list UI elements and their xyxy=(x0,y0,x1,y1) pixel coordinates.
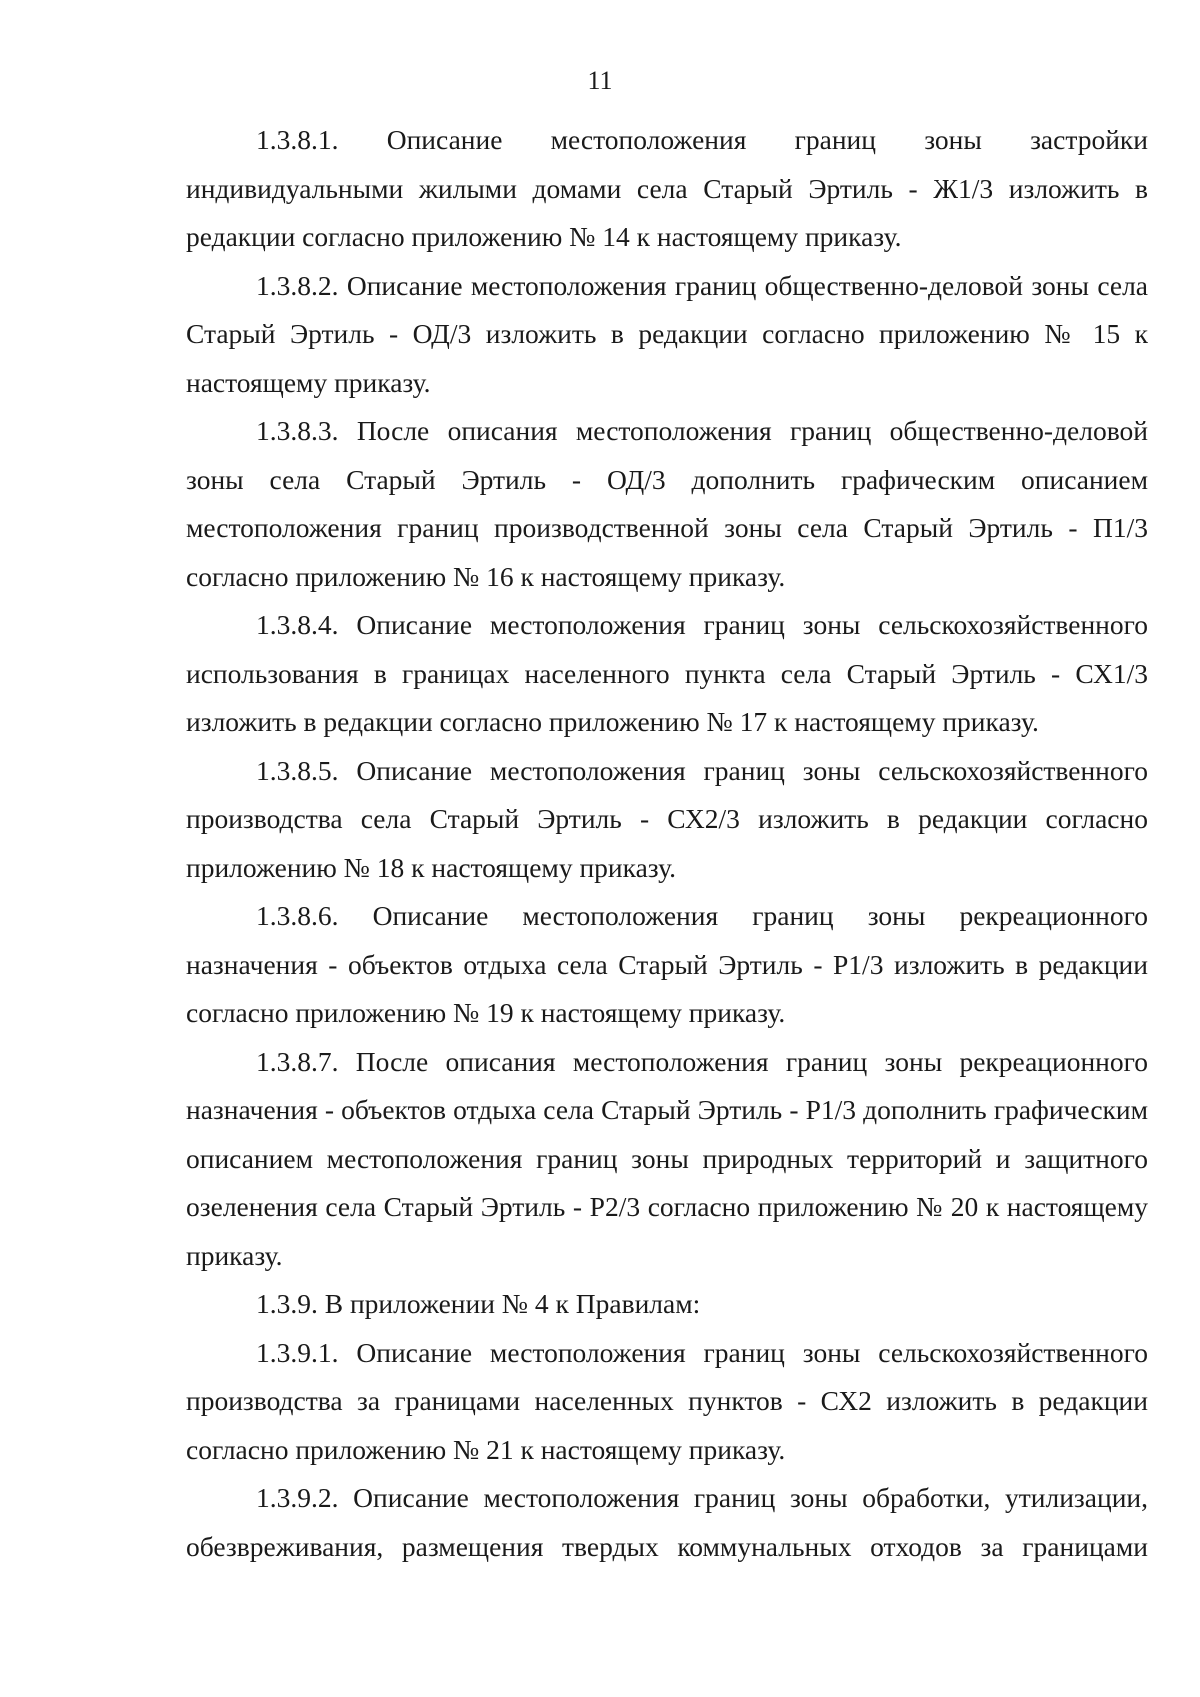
paragraph-1-3-8-1: 1.3.8.1. Описание местоположения границ зоны застройки индивидуальными жилыми домами села Старый Эртиль - Ж1/3 изложить в редакции согласно приложению № 14 к настоящему приказу. xyxy=(186,124,1148,252)
paragraph-1-3-9-2: 1.3.9.2. Описание местоположения границ зоны обработки, утилизации, обезвреживания, размещения твердых коммунальных отходов за границами xyxy=(186,1482,1148,1562)
paragraph-1-3-8-6: 1.3.8.6. Описание местоположения границ зоны рекреационного назначения - объектов отдыха села Старый Эртиль - Р1/3 изложить в редакции согласно приложению № 19 к настоящему приказу. xyxy=(186,900,1148,1028)
paragraph-1-3-8-4: 1.3.8.4. Описание местоположения границ зоны сельскохозяйственного использования в границах населенного пункта села Старый Эртиль - СХ1/3 изложить в редакции согласно приложению № 17 к настоящему приказу. xyxy=(186,609,1148,737)
paragraph-1-3-8-7: 1.3.8.7. После описания местоположения границ зоны рекреационного назначения - объектов отдыха села Старый Эртиль - Р1/3 дополнить графическим описанием местоположения границ зоны природных территорий и защитного озеленения села Старый Эртиль - Р2/3 согласно приложению № 20 к настоящему приказу. xyxy=(186,1045,1148,1271)
paragraph-1-3-9: 1.3.9. В приложении № 4 к Правилам: xyxy=(256,1288,701,1319)
paragraph-1-3-9-1: 1.3.9.1. Описание местоположения границ зоны сельскохозяйственного производства за границами населенных пунктов - СХ2 изложить в редакции согласно приложению № 21 к настоящему приказу. xyxy=(186,1336,1148,1465)
paragraph-1-3-8-3: 1.3.8.3. После описания местоположения границ общественно-деловой зоны села Старый Эртиль - ОД/3 дополнить графическим описанием местоположения границ производственной зоны села Старый Эртиль - П1/3 согласно приложению № 16 к настоящему приказу. xyxy=(186,415,1148,592)
paragraph-1-3-8-2: 1.3.8.2. Описание местоположения границ общественно-деловой зоны села Старый Эртиль - ОД/3 изложить в редакции согласно приложению № 15 к настоящему приказу. xyxy=(186,269,1148,398)
document-body xyxy=(186,116,1148,1571)
page-number: 11 xyxy=(587,66,613,95)
paragraph-1-3-8-5: 1.3.8.5. Описание местоположения границ зоны сельскохозяйственного производства села Старый Эртиль - СХ2/3 изложить в редакции согласно приложению № 18 к настоящему приказу. xyxy=(186,754,1148,883)
